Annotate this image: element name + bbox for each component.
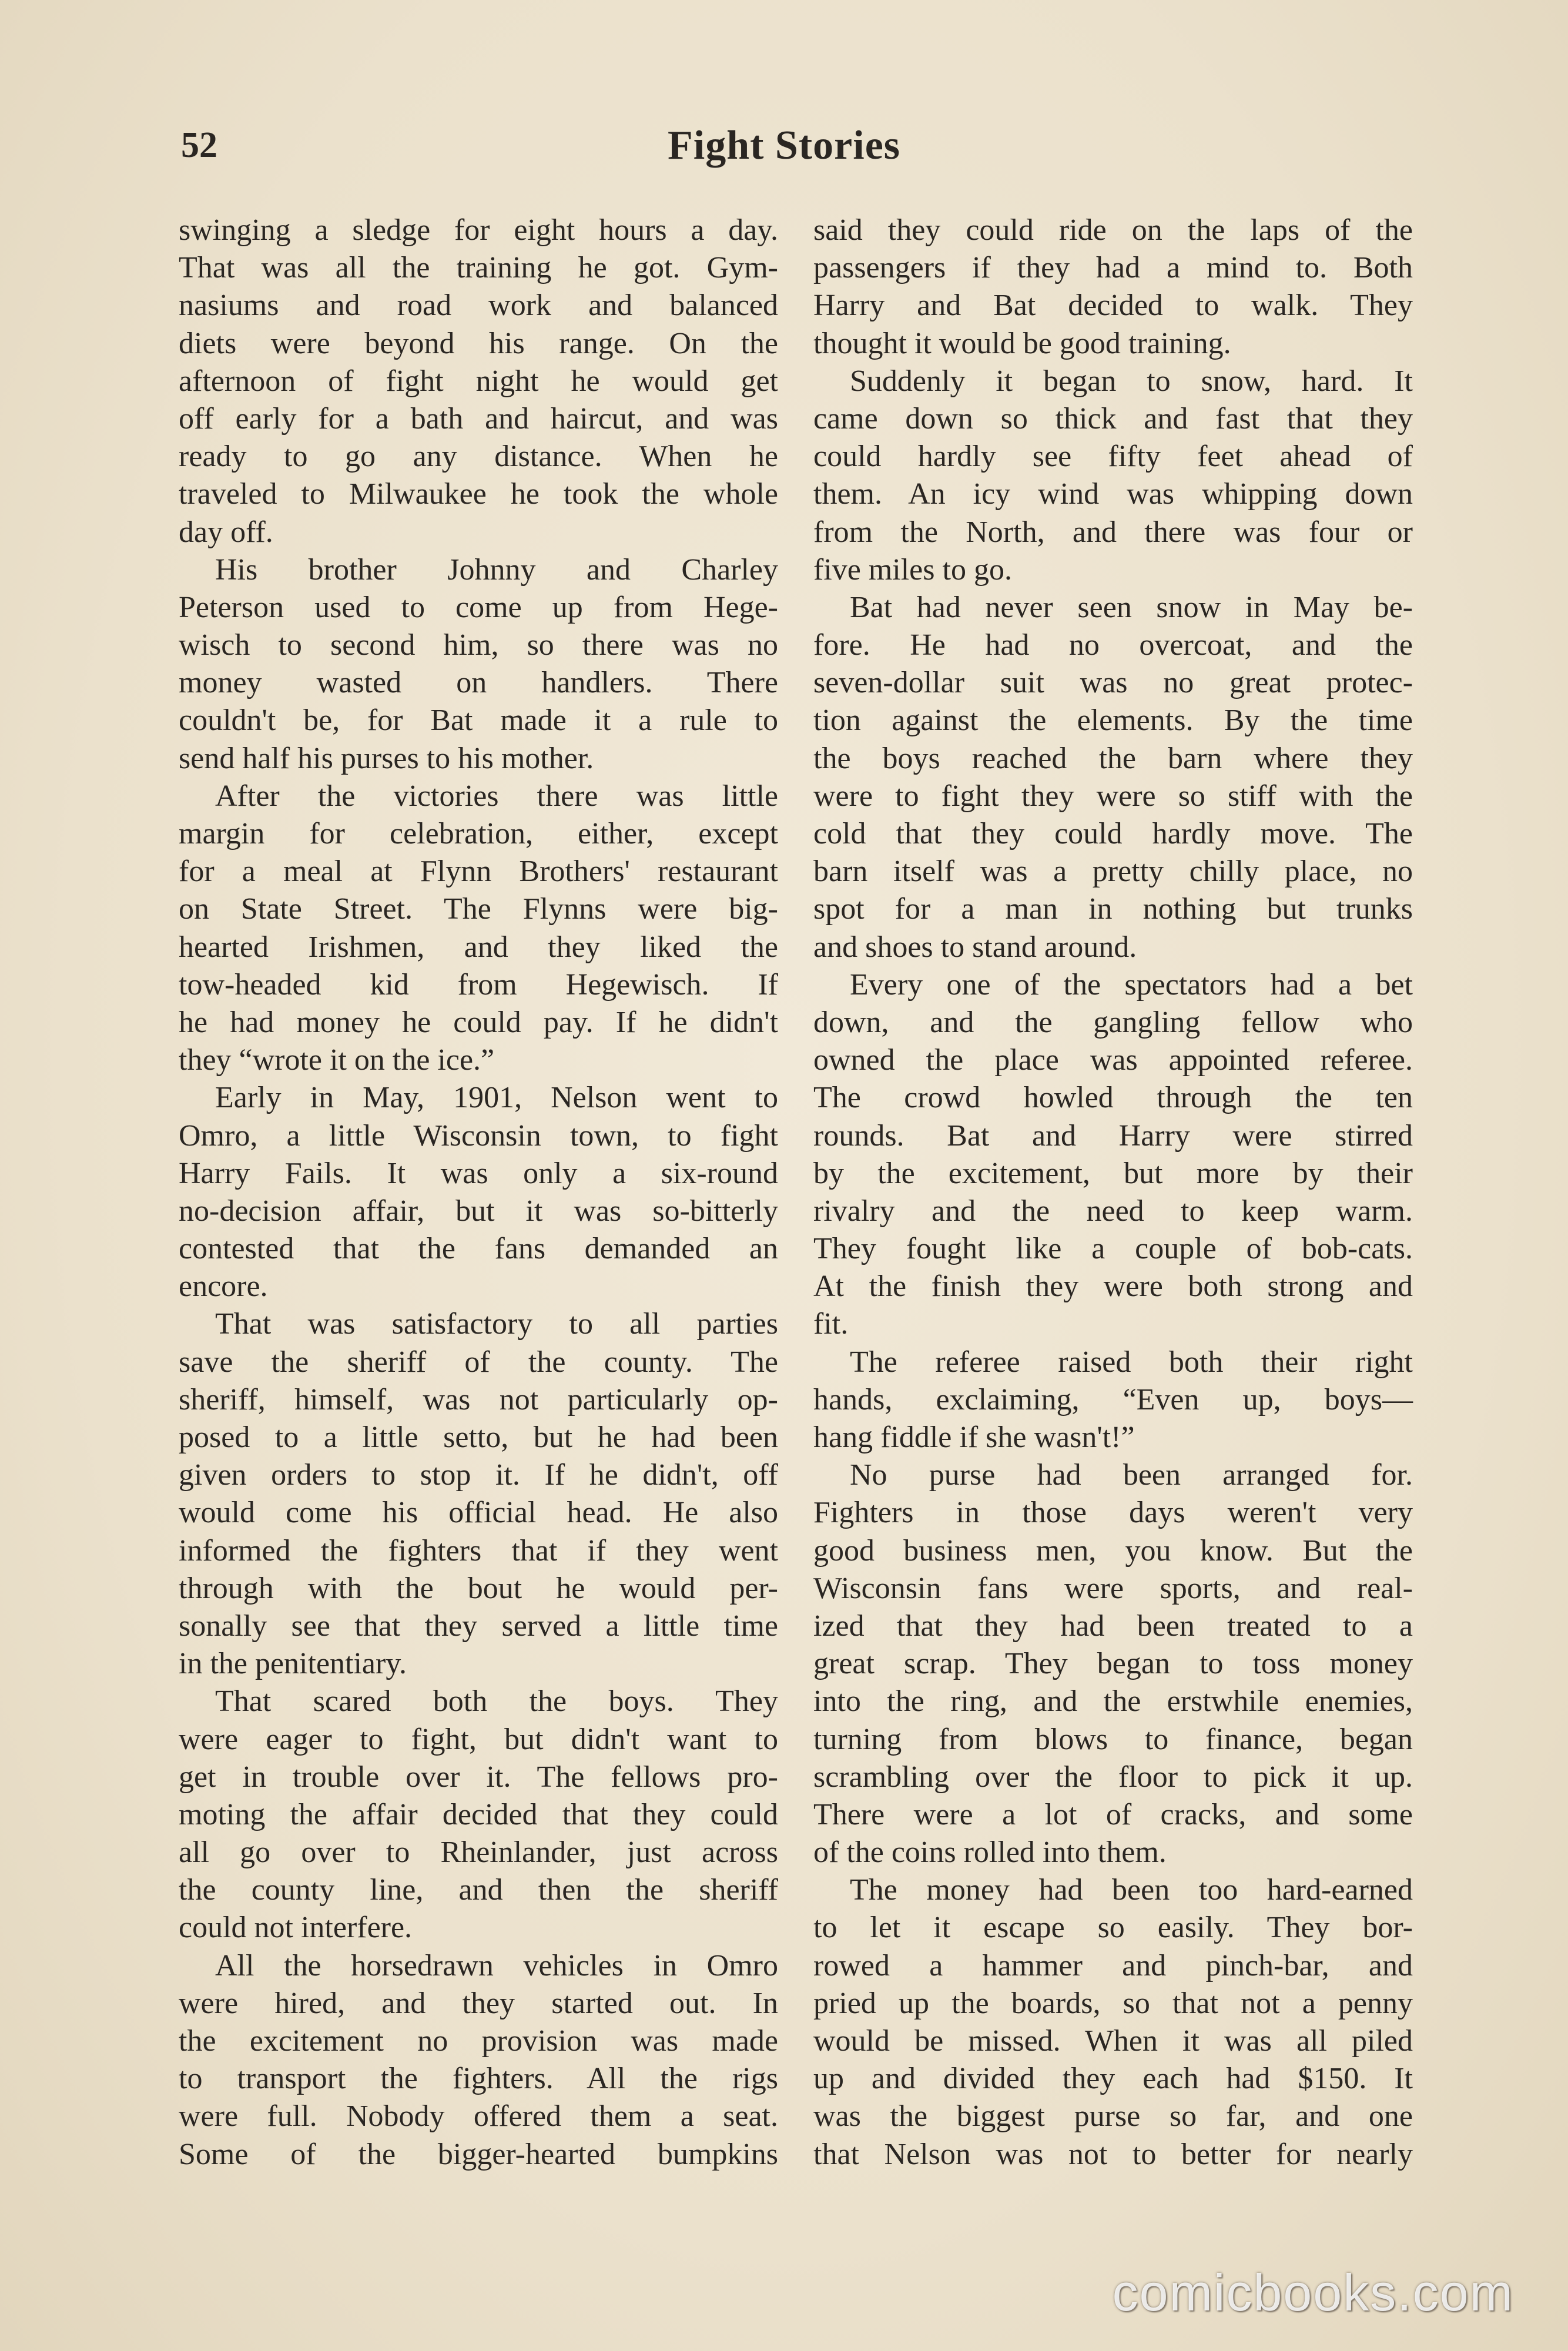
- text-line: to transport the fighters. All the rigs: [179, 2062, 778, 2096]
- text-line: Omro, a little Wisconsin town, to fight: [179, 1118, 778, 1153]
- text-line: were full. Nobody offered them a seat.: [179, 2099, 778, 2134]
- text-line: the boys reached the barn where they: [813, 741, 1413, 775]
- text-line: ready to go any distance. When he: [179, 440, 778, 474]
- text-line: hands, exclaiming, “Even up, boys—: [813, 1382, 1413, 1416]
- text-line: sonally see that they served a little time: [179, 1609, 778, 1643]
- text-line: day off.: [179, 515, 273, 549]
- text-line: was the biggest purse so far, and one: [813, 2099, 1413, 2134]
- page-number: 52: [181, 125, 217, 165]
- text-line: could hardly see fifty feet ahead of: [813, 440, 1413, 474]
- text-line: That scared both the boys. They: [215, 1684, 778, 1719]
- text-line: rounds. Bat and Harry were stirred: [813, 1118, 1413, 1153]
- text-line: to let it escape so easily. They bor-: [813, 1911, 1413, 1945]
- text-line: in the penitentiary.: [179, 1647, 407, 1681]
- text-line: The money had been too hard-earned: [850, 1873, 1413, 1907]
- running-title: Fight Stories: [667, 123, 901, 168]
- text-line: moting the affair decided that they could: [179, 1797, 778, 1831]
- text-line: on State Street. The Flynns were big-: [179, 892, 778, 926]
- text-line: up and divided they each had $150. It: [813, 2062, 1413, 2096]
- text-line: thought it would be good training.: [813, 326, 1231, 360]
- text-line: couldn't be, for Bat made it a rule to: [179, 704, 778, 738]
- text-line: all go over to Rheinlander, just across: [179, 1836, 778, 1870]
- text-line: encore.: [179, 1270, 268, 1304]
- text-line: Every one of the spectators had a bet: [850, 967, 1413, 1002]
- text-line: send half his purses to his mother.: [179, 741, 594, 775]
- text-line: rivalry and the need to keep warm.: [813, 1194, 1413, 1228]
- text-line: At the finish they were both strong and: [813, 1270, 1413, 1304]
- text-line: rowed a hammer and pinch-bar, and: [813, 1948, 1413, 1982]
- text-line: Bat had never seen snow in May be-: [850, 590, 1413, 624]
- text-line: they “wrote it on the ice.”: [179, 1043, 495, 1077]
- text-line: good business men, you know. But the: [813, 1533, 1413, 1568]
- watermark: comicbooks.com: [1112, 2263, 1514, 2322]
- text-line: They fought like a couple of bob-cats.: [813, 1232, 1413, 1266]
- text-line: There were a lot of cracks, and some: [813, 1797, 1413, 1831]
- text-line: from the North, and there was four or: [813, 515, 1413, 549]
- text-line: Harry and Bat decided to walk. They: [813, 289, 1413, 323]
- text-line: would come his official head. He also: [179, 1496, 778, 1530]
- text-line: came down so thick and fast that they: [813, 401, 1413, 436]
- text-line: cold that they could hardly move. The: [813, 817, 1413, 850]
- text-line: fit.: [813, 1307, 849, 1341]
- text-line: money wasted on handlers. There: [179, 666, 778, 700]
- text-line: the excitement no provision was made: [179, 2024, 778, 2058]
- text-line: tion against the elements. By the time: [813, 704, 1413, 738]
- text-line: fore. He had no overcoat, and the: [813, 628, 1413, 662]
- text-line: through with the bout he would per-: [179, 1571, 778, 1605]
- text-line: by the excitement, but more by their: [813, 1156, 1413, 1190]
- text-line: No purse had been arranged for.: [850, 1458, 1413, 1492]
- text-line: sheriff, himself, was not particularly op-: [179, 1382, 778, 1416]
- text-line: traveled to Milwaukee he took the whole: [179, 477, 778, 511]
- text-line: that Nelson was not to better for nearly: [813, 2137, 1413, 2171]
- text-line: That was satisfactory to all parties: [215, 1307, 778, 1341]
- text-line: into the ring, and the erstwhile enemies,: [813, 1684, 1413, 1719]
- text-line: would be missed. When it was all piled: [813, 2024, 1413, 2058]
- text-line: afternoon of fight night he would get: [179, 364, 778, 398]
- text-line: contested that the fans demanded an: [179, 1232, 778, 1266]
- text-line: margin for celebration, either, except: [179, 817, 778, 850]
- text-line: Fighters in those days weren't very: [813, 1496, 1413, 1530]
- text-line: hearted Irishmen, and they liked the: [179, 930, 778, 964]
- text-line: informed the fighters that if they went: [179, 1533, 778, 1568]
- text-line: the county line, and then the sheriff: [179, 1873, 778, 1907]
- text-line: tow-headed kid from Hegewisch. If: [179, 967, 778, 1002]
- text-line: barn itself was a pretty chilly place, no: [813, 855, 1413, 889]
- text-line: them. An icy wind was whipping down: [813, 477, 1413, 511]
- text-line: of the coins rolled into them.: [813, 1836, 1167, 1870]
- text-line: Harry Fails. It was only a six-round: [179, 1156, 778, 1190]
- text-line: down, and the gangling fellow who: [813, 1005, 1413, 1039]
- text-line: hang fiddle if she wasn't!”: [813, 1421, 1135, 1454]
- text-line: ized that they had been treated to a: [813, 1609, 1413, 1643]
- text-line: scrambling over the floor to pick it up.: [813, 1760, 1413, 1794]
- text-line: were eager to fight, but didn't want to: [179, 1722, 778, 1756]
- text-line: given orders to stop it. If he didn't, off: [179, 1458, 778, 1492]
- text-line: wisch to second him, so there was no: [179, 628, 778, 662]
- text-line: were hired, and they started out. In: [179, 1986, 778, 2020]
- text-line: The referee raised both their right: [850, 1345, 1413, 1379]
- text-line: pried up the boards, so that not a penny: [813, 1986, 1413, 2020]
- text-line: great scrap. They began to toss money: [813, 1647, 1413, 1681]
- text-line: and shoes to stand around.: [813, 930, 1137, 964]
- text-line: turning from blows to finance, began: [813, 1722, 1413, 1756]
- text-line: for a meal at Flynn Brothers' restaurant: [179, 855, 778, 889]
- text-line: All the horsedrawn vehicles in Omro: [215, 1948, 778, 1982]
- text-line: off early for a bath and haircut, and was: [179, 401, 778, 436]
- text-line: After the victories there was little: [215, 779, 778, 813]
- text-line: no-decision affair, but it was so-bitterly: [179, 1194, 778, 1228]
- text-line: said they could ride on the laps of the: [813, 213, 1413, 247]
- text-line: Some of the bigger-hearted bumpkins: [179, 2137, 778, 2171]
- text-line: nasiums and road work and balanced: [179, 289, 778, 323]
- text-line: His brother Johnny and Charley: [215, 552, 778, 587]
- text-line: That was all the training he got. Gym-: [179, 251, 778, 285]
- text-line: passengers if they had a mind to. Both: [813, 251, 1413, 285]
- text-line: owned the place was appointed referee.: [813, 1043, 1413, 1077]
- text-line: he had money he could pay. If he didn't: [179, 1005, 778, 1039]
- text-line: diets were beyond his range. On the: [179, 326, 778, 360]
- text-line: swinging a sledge for eight hours a day.: [179, 213, 778, 247]
- text-line: Wisconsin fans were sports, and real-: [813, 1571, 1413, 1605]
- text-column-right: [813, 212, 1413, 2173]
- text-line: Peterson used to come up from Hege-: [179, 590, 778, 624]
- text-column-left: [179, 212, 778, 2173]
- text-line: get in trouble over it. The fellows pro-: [179, 1760, 778, 1794]
- text-line: The crowd howled through the ten: [813, 1081, 1413, 1115]
- text-line: spot for a man in nothing but trunks: [813, 892, 1413, 926]
- text-line: save the sheriff of the county. The: [179, 1345, 778, 1379]
- text-line: Suddenly it began to snow, hard. It: [850, 364, 1413, 398]
- text-line: were to fight they were so stiff with the: [813, 779, 1413, 813]
- text-line: Early in May, 1901, Nelson went to: [215, 1081, 778, 1115]
- text-line: five miles to go.: [813, 552, 1012, 587]
- text-line: seven-dollar suit was no great protec-: [813, 666, 1413, 700]
- text-line: posed to a little setto, but he had been: [179, 1421, 778, 1454]
- text-line: could not interfere.: [179, 1911, 413, 1945]
